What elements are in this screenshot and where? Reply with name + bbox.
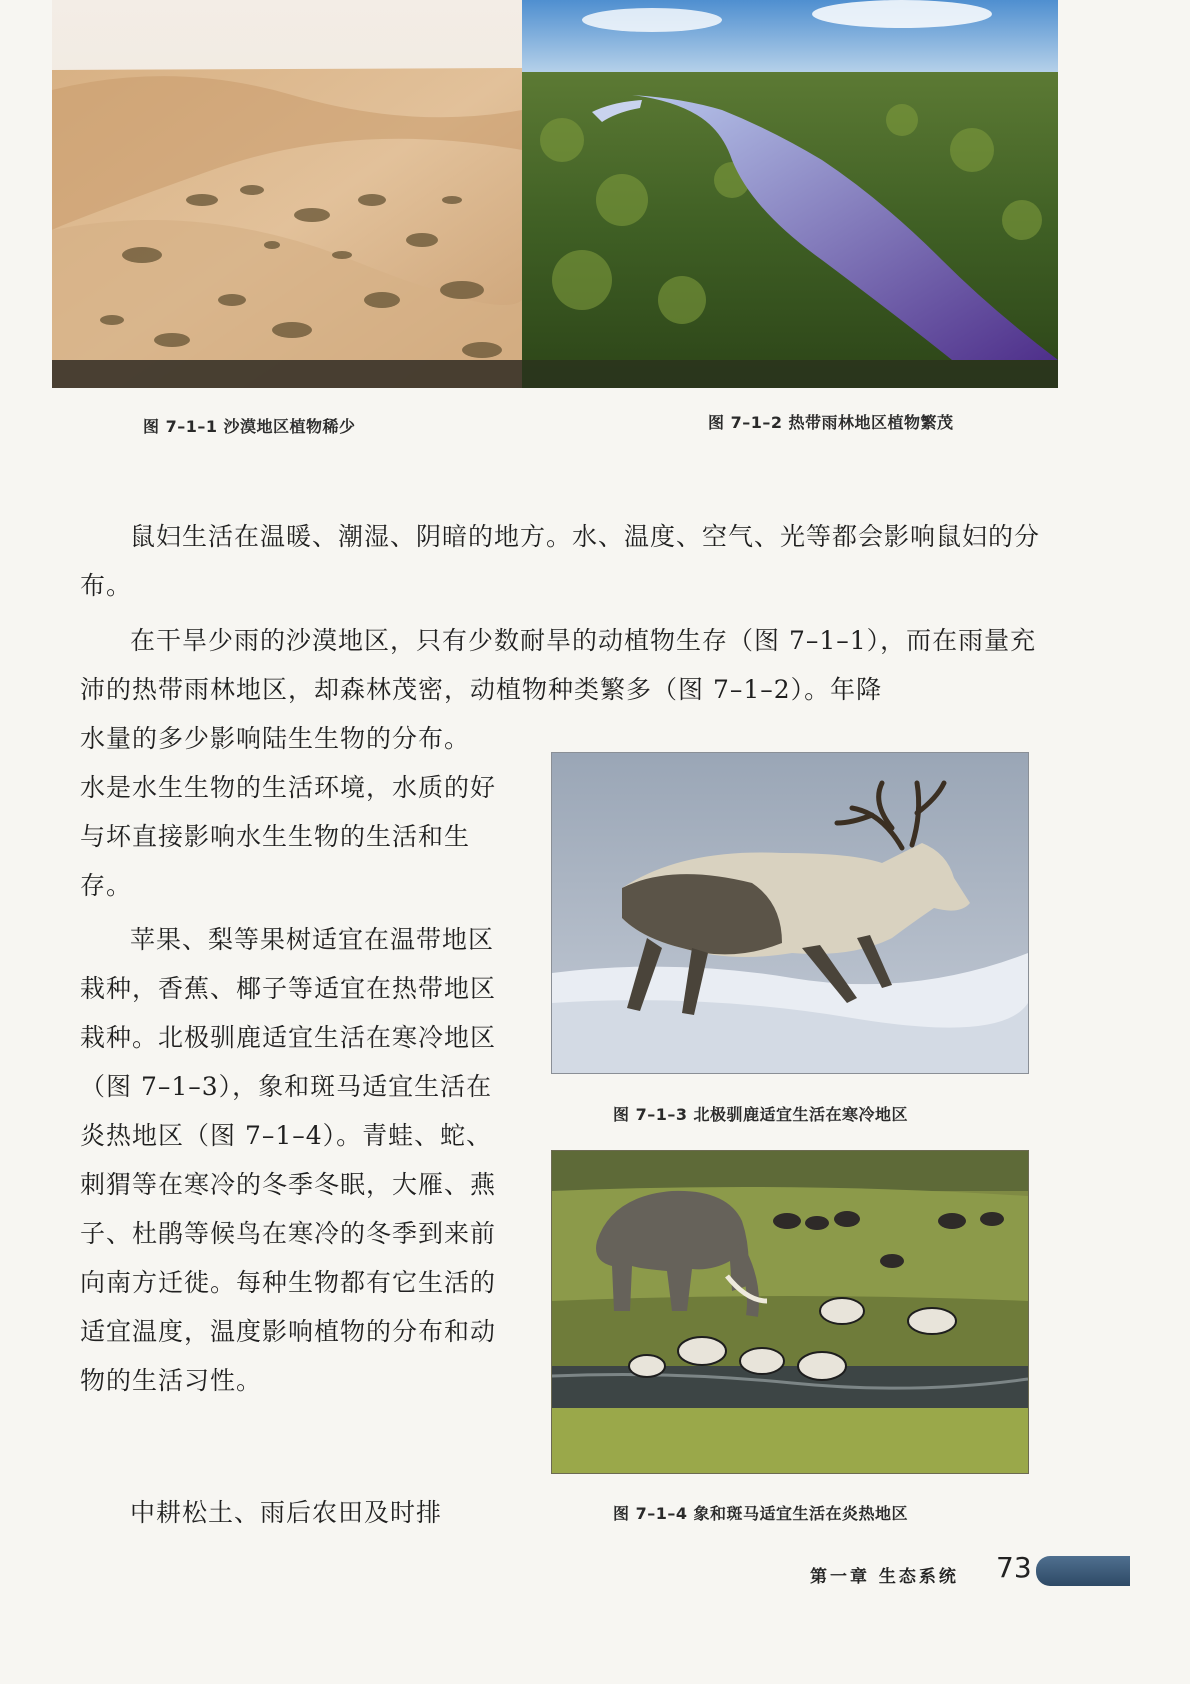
paragraph-soil: 中耕松土、雨后农田及时排 (130, 1498, 443, 1527)
figure-caption-7-1-3: 图 7–1–3 北极驯鹿适宜生活在寒冷地区 (613, 1105, 909, 1124)
figure-caption-7-1-4: 图 7–1–4 象和斑马适宜生活在炎热地区 (613, 1504, 909, 1523)
figure-caption-7-1-1: 图 7–1–1 沙漠地区植物稀少 (143, 417, 356, 436)
paragraph-precipitation: 在干旱少雨的沙漠地区，只有少数耐旱的动植物生存（图 7–1–1），而在雨量充沛的热带雨林地区，却森林茂密，动植物种类繁多（图 7–1–2）。年降 (80, 626, 1037, 704)
reindeer-photo (551, 752, 1029, 1074)
desert-photo (52, 0, 522, 388)
rainforest-photo (522, 0, 1058, 388)
paragraph-woodlouse: 鼠妇生活在温暖、潮湿、阴暗的地方。水、温度、空气、光等都会影响鼠妇的分布。 (80, 522, 1041, 600)
figure-caption-7-1-2: 图 7–1–2 热带雨林地区植物繁茂 (708, 413, 954, 432)
paragraph-temperature: 苹果、梨等果树适宜在温带地区栽种，香蕉、椰子等适宜在热带地区栽种。北极驯鹿适宜生活在寒冷地区（图 7–1–3），象和斑马适宜生活在炎热地区（图 7–1–4）。青蛙、蛇、刺猬等在寒冷的冬季冬眠，大雁、燕子、杜鹃等候鸟在寒冷的冬季到来前向南方迁徙。每种生物都有它生活的适宜温度，温度影响植物的分布和动物的生活习性。 (80, 925, 497, 1395)
chapter-tab-bar (1036, 1556, 1130, 1586)
paragraph-precipitation-tail: 水量的多少影响陆生生物的分布。 (80, 724, 471, 753)
elephant-zebra-photo (551, 1150, 1029, 1474)
page-number: 73 (996, 1551, 1032, 1584)
paragraph-water: 水是水生生物的生活环境，水质的好与坏直接影响水生生物的生活和生存。 (80, 773, 497, 900)
chapter-label: 第一章 生态系统 (810, 1567, 959, 1587)
